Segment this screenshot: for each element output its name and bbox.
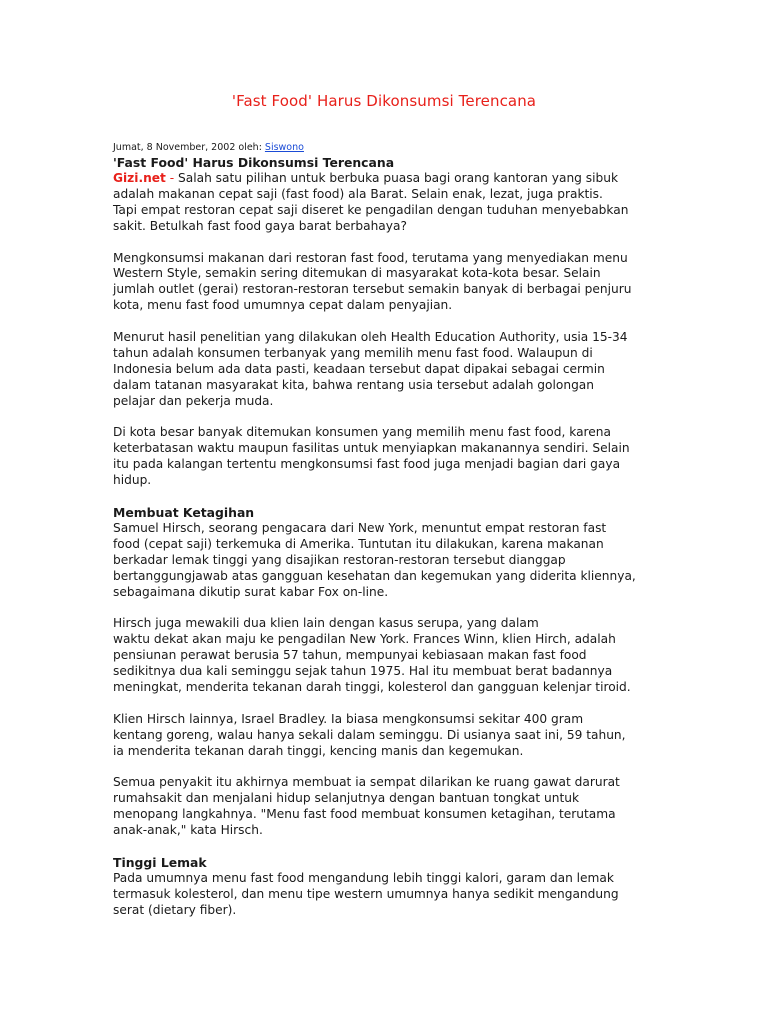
paragraph: Hirsch juga mewakili dua klien lain dengan kasus serupa, yang dalam waktu dekat akan maju ke pengadilan New York. Frances Winn, klien Hirch, adalah pensiunan perawat berusia 57 tahun, mempunyai kebiasaan makan fast food sedikitnya dua kali seminggu sejak tahun 1975. Hal itu membuat berat badannya meningkat, menderita tekanan darah tinggi, kolesterol dan gangguan kelenjar tiroid. [113, 616, 631, 695]
lead-text: Salah satu pilihan untuk berbuka puasa bagi orang kantoran yang sibuk adalah makanan cepat saji (fast food) ala Barat. Selain enak, lezat, juga praktis. Tapi empat restoran cepat saji diseret ke pengadilan dengan tuduhan menyebabkan sakit. Betulkah fast food gaya barat berbahaya? [113, 171, 629, 233]
article-meta [113, 142, 658, 154]
paragraph: Mengkonsumsi makanan dari restoran fast food, terutama yang menyediakan menu Western Style, semakin sering ditemukan di masyarakat kota-kota besar. Selain jumlah outlet (gerai) restoran-restoran tersebut semakin banyak di berbagai penjuru kota, menu fast food umumnya cepat dalam penyajian. [113, 250, 632, 313]
meta-date: Jumat, 8 November, 2002 oleh: [113, 142, 265, 153]
paragraph: Pada umumnya menu fast food mengandung lebih tinggi kalori, garam dan lemak termasuk kolesterol, dan menu tipe western umumnya hanya sedikit mengandung serat (dietary fiber). [113, 870, 619, 917]
article-subtitle: 'Fast Food' Harus Dikonsumsi Terencana [113, 155, 395, 170]
page-title: 'Fast Food' Harus Dikonsumsi Terencana [231, 92, 537, 110]
author-link[interactable]: Siswono [264, 142, 304, 153]
paragraph: Samuel Hirsch, seorang pengacara dari New York, menuntut empat restoran fast food (cepat saji) terkemuka di Amerika. Tuntutan itu dilakukan, karena makanan berkadar lemak tinggi yang disajikan restoran-restoran tersebut dianggap bertanggungjawab atas gangguan kesehatan dan kegemukan yang diderita kliennya, sebagaimana dikutip surat kabar Fox on-line. [113, 520, 636, 599]
section-heading-ketagihan: Membuat Ketagihan [113, 504, 255, 520]
article-body [113, 142, 658, 935]
paragraph: Di kota besar banyak ditemukan konsumen yang memilih menu fast food, karena keterbatasan waktu maupun fasilitas untuk menyiapkan makanannya sendiri. Selain itu pada kalangan tertentu mengkonsumsi fast food juga menjadi bagian dari gaya hidup. [113, 425, 630, 488]
paragraph: Menurut hasil penelitian yang dilakukan oleh Health Education Authority, usia 15-34 tahun adalah konsumen terbanyak yang memilih menu fast food. Walaupun di Indonesia belum ada data pasti, keadaan tersebut dapat dipakai sebagai cermin dalam tatanan masyarakat kita, bahwa rentang usia tersebut adalah golongan pelajar dan pekerja muda. [113, 330, 628, 408]
paragraph: Semua penyakit itu akhirnya membuat ia sempat dilarikan ke ruang gawat darurat rumahsakit dan menjalani hidup selanjutnya dengan bantuan tongkat untuk menopang langkahnya. "Menu fast food membuat konsumen ketagihan, terutama anak-anak," kata Hirsch. [113, 775, 620, 838]
section-heading-tinggi-lemak: Tinggi Lemak [113, 854, 207, 870]
lead-paragraph [113, 171, 658, 235]
paragraph: Klien Hirsch lainnya, Israel Bradley. Ia biasa mengkonsumsi sekitar 400 gram kentang goreng, walau hanya sekali dalam seminggu. Di usianya saat ini, 59 tahun, ia menderita tekanan darah tinggi, kencing manis dan kegemukan. [113, 711, 626, 758]
source-dash: - [165, 171, 179, 185]
source-label: Gizi.net [113, 171, 166, 185]
